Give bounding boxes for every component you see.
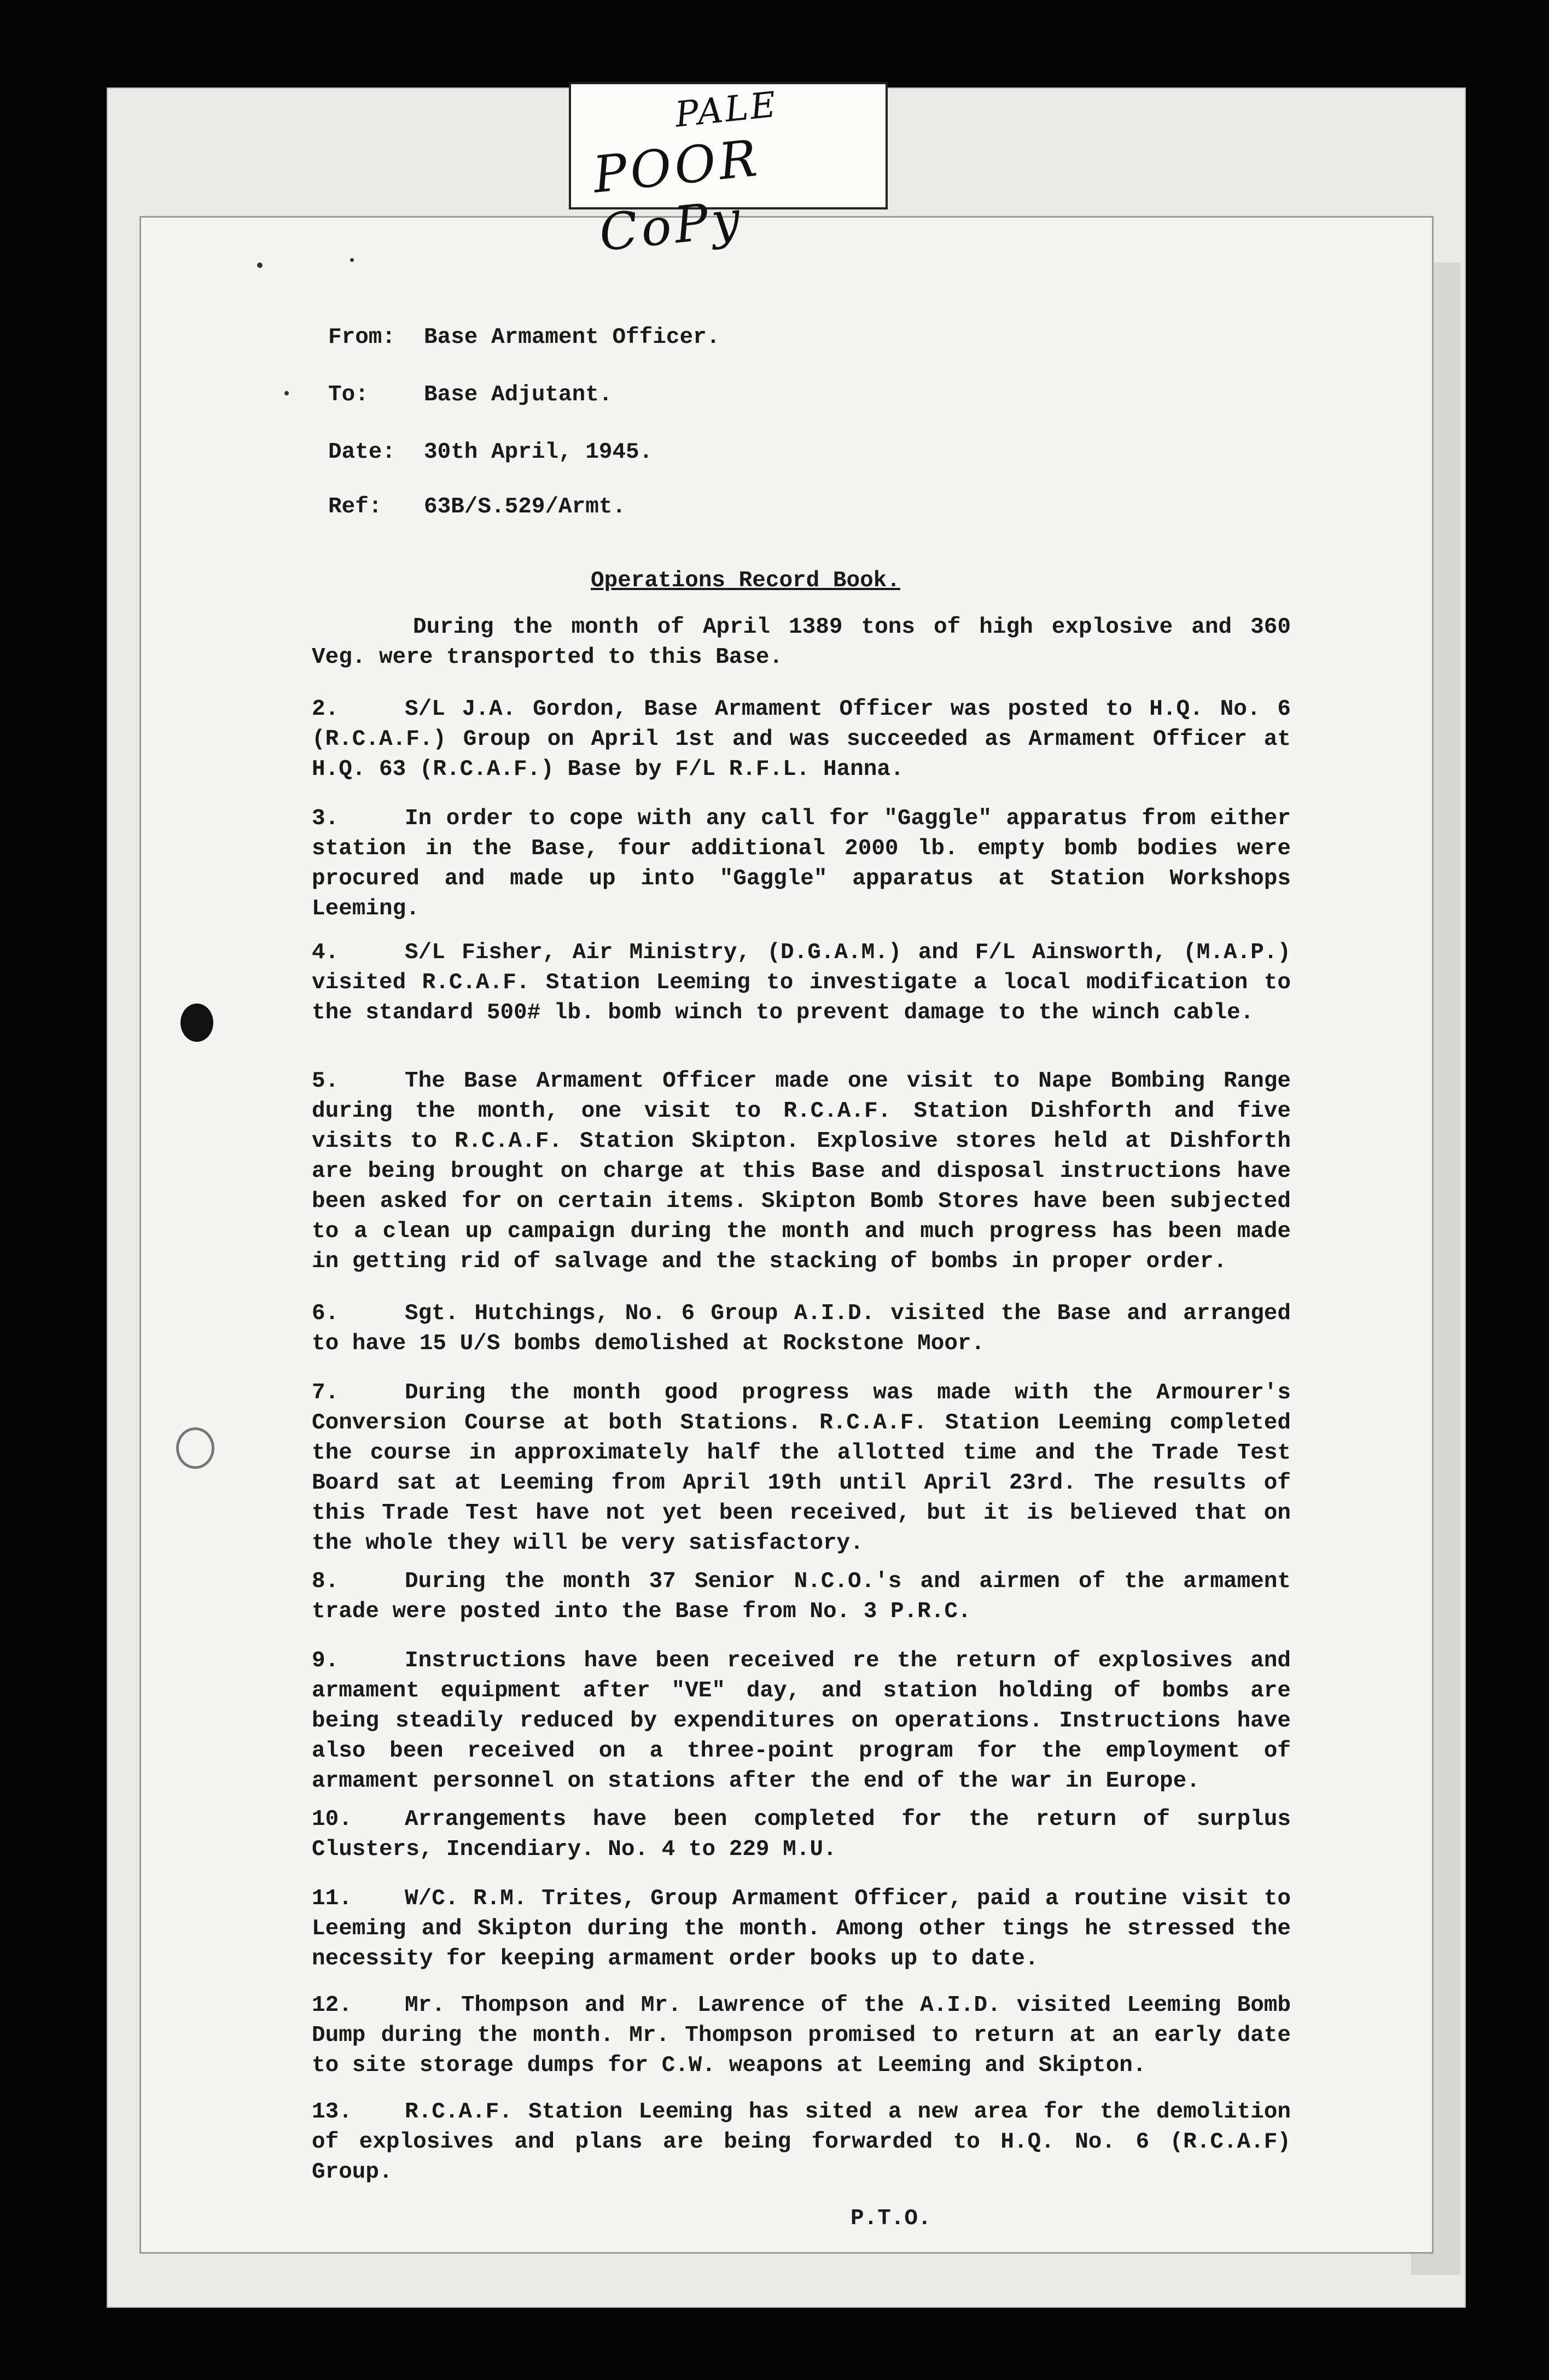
paragraph-2 [312, 695, 1291, 785]
paragraph-number: 11. [312, 1886, 352, 1911]
paragraph-number: 3. [312, 806, 339, 831]
note-line-2: POOR CoPy [590, 129, 763, 263]
paragraph-number: 9. [312, 1648, 339, 1673]
ref-value: 63B/S.529/Armt. [424, 494, 626, 520]
note-line-1: PALE [673, 84, 780, 136]
paragraph-text: In order to cope with any call for "Gaggle" apparatus from either station in the Base, four additional 2000 lb. empty bomb bodies were procured and made up into "Gaggle" apparatus at Station Workshops Leeming. [312, 806, 1291, 921]
paragraph-12 [312, 1991, 1291, 2081]
paragraph-text: During the month 37 Senior N.C.O.'s and airmen of the armament trade were posted into the Base from No. 3 P.R.C. [312, 1569, 1291, 1624]
paragraph-text: The Base Armament Officer made one visit to Nape Bombing Range during the month, one visit to R.C.A.F. Station Dishforth and five visits to R.C.A.F. Station Skipton. Explosive stores held at Dishforth are being brought on charge at this Base and disposal instructions have been asked for on certain items. Skipton Bomb Stores have been subjected to a clean up campaign during the month and much progress has been made in getting rid of salvage and the stacking of bombs in proper order. [312, 1069, 1291, 1274]
paragraph-text: S/L Fisher, Air Ministry, (D.G.A.M.) and F/L Ainsworth, (M.A.P.) visited R.C.A.F. Station Leeming to investigate a local modification to the standard 500# lb. bomb winch to prevent damage to the winch cable. [312, 940, 1291, 1025]
paragraph-number: 6. [312, 1301, 339, 1326]
paragraph-number: 2. [312, 697, 339, 722]
paragraph-number: 7. [312, 1380, 339, 1405]
memo-date [328, 438, 653, 468]
paragraph-13 [312, 2097, 1291, 2188]
paragraph-text: Arrangements have been completed for the return of surplus Clusters, Incendiary. No. 4 to 229 M.U. [312, 1807, 1291, 1862]
paragraph-10 [312, 1805, 1291, 1865]
paragraph-number: 8. [312, 1569, 339, 1594]
from-value: Base Armament Officer. [424, 325, 720, 350]
paragraph-9 [312, 1646, 1291, 1796]
to-label: To: [328, 382, 369, 407]
punch-hole-ring [176, 1427, 214, 1469]
paragraph-number: 4. [312, 940, 339, 965]
paragraph-number: 13. [312, 2099, 352, 2125]
speck [350, 258, 354, 262]
date-label: Date: [328, 440, 396, 465]
paragraph-5 [312, 1066, 1291, 1277]
paragraph-6 [312, 1299, 1291, 1359]
handwritten-note-card [569, 82, 888, 263]
paragraph-text: During the month good progress was made with the Armourer's Conversion Course at both Stations. R.C.A.F. Station Leeming completed the course in approximately half the allotted time and the Trade Test Board sat at Leeming from April 19th until April 23rd. The results of this Trade Test have not yet been received, but it is believed that on the whole they will be very satisfactory. [312, 1380, 1291, 1556]
paragraph-text: R.C.A.F. Station Leeming has sited a new area for the demolition of explosives and plans are being forwarded to H.Q. No. 6 (R.C.A.F) Group. [312, 2099, 1291, 2185]
paragraph-number: 10. [312, 1807, 352, 1832]
intro-paragraph: During the month of April 1389 tons of high explosive and 360 Veg. were transported to this Base. [312, 615, 1291, 670]
memo-ref [328, 492, 626, 522]
memo-to [328, 380, 612, 410]
from-label: From: [328, 325, 396, 350]
paragraph-11 [312, 1884, 1291, 1974]
speck [257, 262, 263, 268]
paragraph-8 [312, 1567, 1291, 1627]
paragraph-number: 5. [312, 1069, 339, 1094]
paragraph-text: Sgt. Hutchings, No. 6 Group A.I.D. visited the Base and arranged to have 15 U/S bombs demolished at Rockstone Moor. [312, 1301, 1291, 1356]
memo-from [328, 323, 720, 353]
page-turn-over: P.T.O. [851, 2206, 931, 2231]
ref-label: Ref: [328, 494, 382, 520]
date-value: 30th April, 1945. [424, 440, 653, 465]
punch-hole [180, 1004, 213, 1042]
paragraph-number: 12. [312, 1993, 352, 2018]
paragraph-4 [312, 938, 1291, 1028]
paragraph-3 [312, 804, 1291, 924]
paragraph-text: S/L J.A. Gordon, Base Armament Officer was posted to H.Q. No. 6 (R.C.A.F.) Group on April 1st and was succeeded as Armament Officer at H.Q. 63 (R.C.A.F.) Base by F/L R.F.L. Hanna. [312, 697, 1291, 782]
paragraph-7 [312, 1378, 1291, 1559]
speck [284, 391, 289, 395]
paragraph-text: Instructions have been received re the return of explosives and armament equipment after "VE" day, and station holding of bombs are being steadily reduced by expenditures on operations. Instructions have also been received on a three-point program for the employment of armament personnel on stations after the end of the war in Europe. [312, 1648, 1291, 1794]
to-value: Base Adjutant. [424, 382, 613, 407]
document-title: Operations Record Book. [591, 568, 900, 593]
paragraph-text: Mr. Thompson and Mr. Lawrence of the A.I.D. visited Leeming Bomb Dump during the month. Mr. Thompson promised to return at an early date to site storage dumps for C.W. weapons at Leeming and Skipton. [312, 1993, 1291, 2078]
paragraph-text: W/C. R.M. Trites, Group Armament Officer, paid a routine visit to Leeming and Skipton during the month. Among other tings he stressed the necessity for keeping armament order books up to date. [312, 1886, 1291, 1971]
